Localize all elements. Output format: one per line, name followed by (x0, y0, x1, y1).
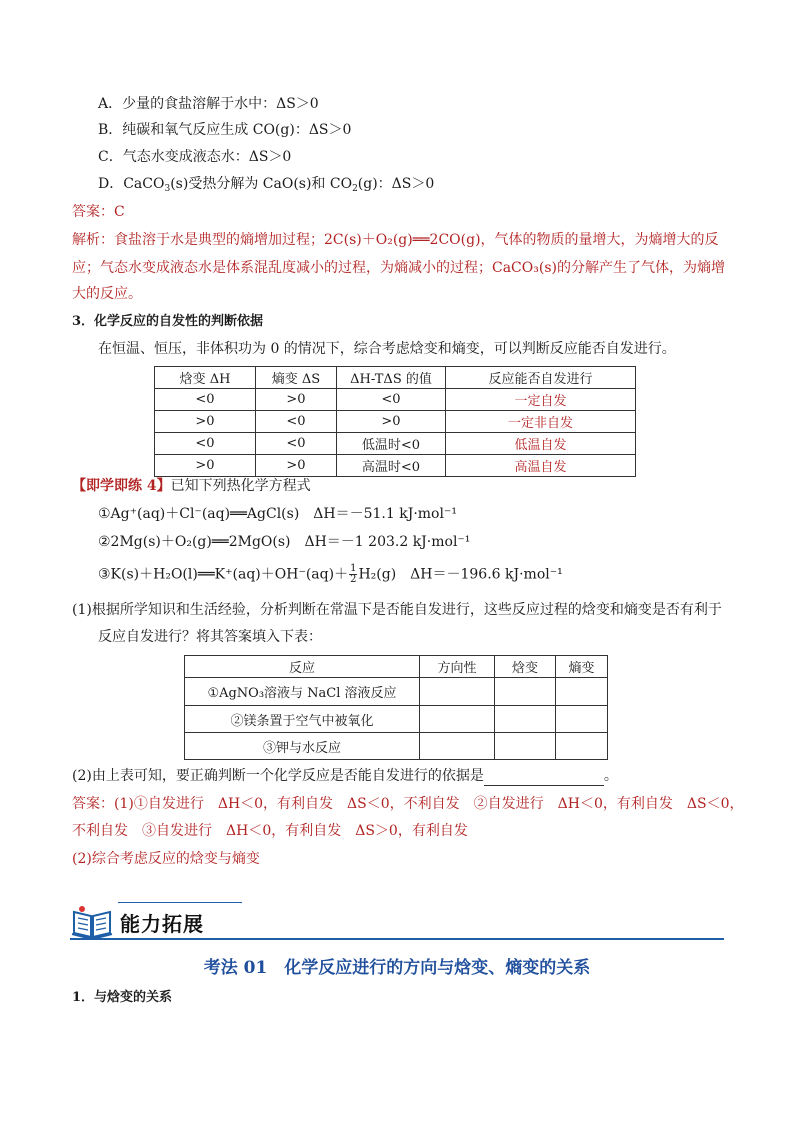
answer-2-line-1: 答案：(1)①自发进行 ΔH＜0，有利自发 ΔS＜0，不利自发 ②自发进行 ΔH＜0，有利自发 ΔS＜0， (72, 796, 744, 812)
answer-table-blank[interactable] (495, 678, 556, 706)
analysis-line-1: 解析：食盐溶于水是典型的熵增加过程；2C(s)＋O₂(g)══2CO(g)，气体的物质的量增大，为熵增大的反 (72, 232, 719, 248)
option-b: B．纯碳和氧气反应生成 CO(g)：ΔS＞0 (98, 122, 352, 138)
answer-table (184, 655, 608, 760)
method-title: 考法 01 化学反应进行的方向与焓变、熵变的关系 (203, 958, 591, 978)
option-a: A．少量的食盐溶解于水中：ΔS＞0 (98, 96, 319, 112)
answer-table-blank[interactable] (495, 706, 556, 733)
table-cell: >0 (256, 389, 337, 411)
answer-table-reaction: ①AgNO₃溶液与 NaCl 溶液反应 (185, 678, 420, 706)
answer-2-line-2: 不利自发 ③自发进行 ΔH＜0，有利自发 ΔS＞0，有利自发 (72, 823, 468, 839)
table-cell: <0 (256, 411, 337, 433)
answer-table-header: 熵变 (556, 656, 608, 678)
equation-3-part-a: ③K(s)＋H₂O(l)══K⁺(aq)＋OH⁻(aq)＋ (98, 566, 349, 583)
banner-rule (70, 938, 724, 940)
table-row (155, 433, 636, 455)
answer-1: 答案：C (72, 204, 125, 220)
answer-table-row (185, 733, 608, 760)
fraction-denominator: 2 (350, 574, 357, 585)
option-d-pre: D．CaCO (98, 176, 165, 192)
question-2 (72, 766, 618, 786)
option-d-sub3: 3 (164, 184, 171, 194)
answer-table-row (185, 706, 608, 733)
option-d-mid2: (g)：ΔS＞0 (357, 176, 435, 192)
table-cell: 低温时<0 (337, 433, 446, 455)
answer-table-reaction: ②镁条置于空气中被氧化 (185, 706, 420, 733)
question-1-line-2: 反应自发进行？将其答案填入下表： (98, 629, 322, 645)
table-cell: <0 (256, 433, 337, 455)
subsection-1-title: 1．与焓变的关系 (72, 990, 173, 1005)
spontaneity-table (154, 366, 636, 477)
banner-title: 能力拓展 (120, 912, 204, 936)
table-cell: 一定非自发 (446, 411, 636, 433)
answer-table-header: 方向性 (420, 656, 495, 678)
answer-table-blank[interactable] (420, 706, 495, 733)
section-3-title: 3．化学反应的自发性的判断依据 (72, 314, 264, 329)
ability-banner (70, 900, 724, 942)
table-row (155, 389, 636, 411)
table-row (155, 411, 636, 433)
table-header-row (155, 367, 636, 389)
equation-1: ①Ag⁺(aq)＋Cl⁻(aq)══AgCl(s) ΔH＝－51.1 kJ·mol⁻¹ (98, 506, 457, 522)
answer-table-blank[interactable] (556, 678, 608, 706)
analysis-line-2: 应；气态水变成液态水是体系混乱度减小的过程，为熵减小的过程；CaCO₃(s)的分解产生了气体，为熵增 (72, 260, 725, 276)
answer-blank[interactable] (484, 771, 604, 786)
table-row (155, 455, 636, 477)
option-d-mid1: (s)受热分解为 CaO(s)和 CO (170, 176, 353, 192)
table-header: 焓变 ΔH (155, 367, 256, 389)
answer-table-blank[interactable] (556, 706, 608, 733)
answer-table-blank[interactable] (556, 733, 608, 760)
equation-2: ②2Mg(s)＋O₂(g)══2MgO(s) ΔH＝－1 203.2 kJ·mol⁻¹ (98, 534, 471, 550)
table-header: 反应能否自发进行 (446, 367, 636, 389)
question-1-line-1: (1)根据所学知识和生活经验，分析判断在常温下是否能自发进行，这些反应过程的焓变和熵变是否有利于 (72, 602, 722, 618)
fraction-half (349, 564, 357, 585)
answer-2-line-3: (2)综合考虑反应的焓变与熵变 (72, 851, 260, 867)
option-c: C．气态水变成液态水：ΔS＞0 (98, 149, 292, 165)
table-header: ΔH-TΔS 的值 (337, 367, 446, 389)
table-cell: 高温时<0 (337, 455, 446, 477)
fraction-numerator: 1 (350, 563, 357, 574)
option-d-sub2: 2 (352, 184, 358, 194)
equation-3 (98, 564, 563, 585)
answer-table-row (185, 678, 608, 706)
answer-table-header: 反应 (185, 656, 420, 678)
table-header: 熵变 ΔS (256, 367, 337, 389)
equation-3-part-b: H₂(g) ΔH＝－196.6 kJ·mol⁻¹ (358, 566, 563, 583)
practice-heading (72, 476, 311, 496)
practice-label: 【即学即练 4】 (72, 478, 171, 494)
answer-table-header-row (185, 656, 608, 678)
answer-table-header: 焓变 (495, 656, 556, 678)
table-cell: >0 (155, 411, 256, 433)
table-cell: >0 (256, 455, 337, 477)
answer-table-blank[interactable] (420, 733, 495, 760)
banner-top-rule (118, 902, 242, 903)
book-icon (70, 904, 114, 940)
section-3-intro: 在恒温、恒压，非体积功为 0 的情况下，综合考虑焓变和熵变，可以判断反应能否自发进行。 (98, 341, 676, 357)
table-cell: 一定自发 (446, 389, 636, 411)
table-cell: <0 (337, 389, 446, 411)
table-cell: 低温自发 (446, 433, 636, 455)
table-cell: 高温自发 (446, 455, 636, 477)
analysis-line-3: 大的反应。 (72, 286, 142, 302)
question-2-end: 。 (603, 768, 618, 784)
table-cell: <0 (155, 433, 256, 455)
answer-table-blank[interactable] (420, 678, 495, 706)
answer-table-reaction: ③钾与水反应 (185, 733, 420, 760)
question-2-text: (2)由上表可知，要正确判断一个化学反应是否能自发进行的依据是 (72, 768, 484, 784)
answer-table-blank[interactable] (495, 733, 556, 760)
table-cell: >0 (337, 411, 446, 433)
option-d (98, 174, 434, 194)
practice-text: 已知下列热化学方程式 (170, 478, 311, 494)
table-cell: >0 (155, 455, 256, 477)
table-cell: <0 (155, 389, 256, 411)
